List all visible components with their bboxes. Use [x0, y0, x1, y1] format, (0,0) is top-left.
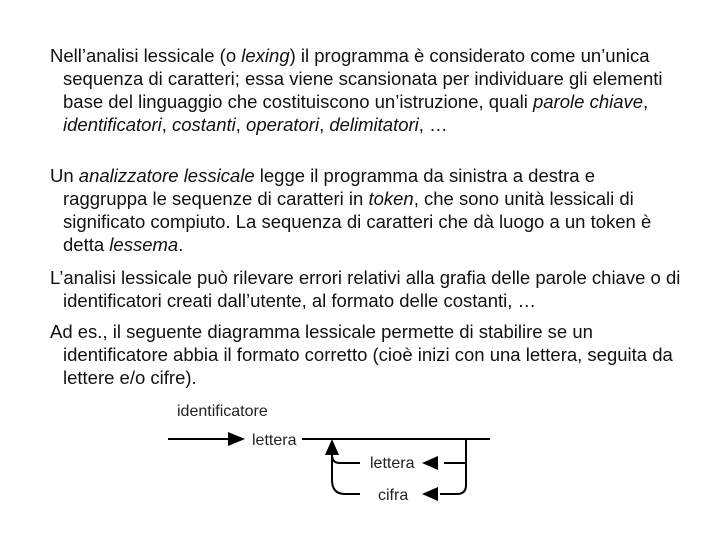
loop-label-lettera: lettera — [370, 455, 415, 472]
term-token: token — [368, 188, 414, 209]
term-operatori: operatori — [246, 114, 320, 135]
text: Nell’ — [50, 45, 86, 66]
term-lessema: lessema — [109, 234, 179, 255]
text: . — [178, 234, 184, 255]
text: , — [319, 114, 330, 135]
text: , che sono unità lessicali di significato compiuto. La sequenza di caratteri che dà luogo a un token è detta — [63, 188, 652, 255]
term-analizzatore-lessicale: analizzatore lessicale — [78, 165, 255, 186]
loop-arrowhead-lettera — [422, 456, 438, 470]
term-costanti: costanti — [172, 114, 236, 135]
text: Un — [50, 165, 79, 186]
text: , — [161, 114, 172, 135]
loop-arrowhead-cifra — [422, 487, 438, 501]
text: , — [235, 114, 247, 135]
paragraph-errors: L’analisi lessicale può rilevare errori relativi alla grafia delle parole chiave o di identificatori creati dall’utente, al formato delle costanti, … — [50, 267, 681, 311]
entry-arrowhead — [228, 432, 245, 446]
text: ) il programma è considerato come un’unica sequenza di caratteri; essa viene scansionata per individuare gli elementi base del linguaggio che costituiscono un’istruzione, quali — [63, 45, 663, 112]
diagram-title: identificatore — [177, 403, 268, 420]
text: , … — [418, 114, 448, 135]
term-lexing: lexing — [241, 45, 290, 66]
entry-label: lettera — [252, 432, 297, 449]
loop-label-cifra: cifra — [378, 487, 409, 504]
term-analisi-lessicale: analisi lessicale — [85, 45, 215, 66]
text: , — [643, 91, 649, 112]
loop-right — [440, 439, 466, 494]
text: (o — [214, 45, 242, 66]
term-delimitatori: delimitatori — [329, 114, 419, 135]
term-parole-chiave: parole chiave — [533, 91, 644, 112]
loop-left-lower — [332, 452, 360, 494]
loop-up-arrowhead — [325, 439, 339, 455]
text: legge il programma da sinistra a destra e raggruppa le sequenze di caratteri in — [63, 165, 596, 209]
paragraph-example: Ad es., il seguente diagramma lessicale permette di stabilire se un identificatore abbia il formato corretto (cioè inizi con una lettera, seguita da lettere e/o cifre). — [50, 321, 673, 388]
term-identificatori: identificatori — [63, 114, 162, 135]
